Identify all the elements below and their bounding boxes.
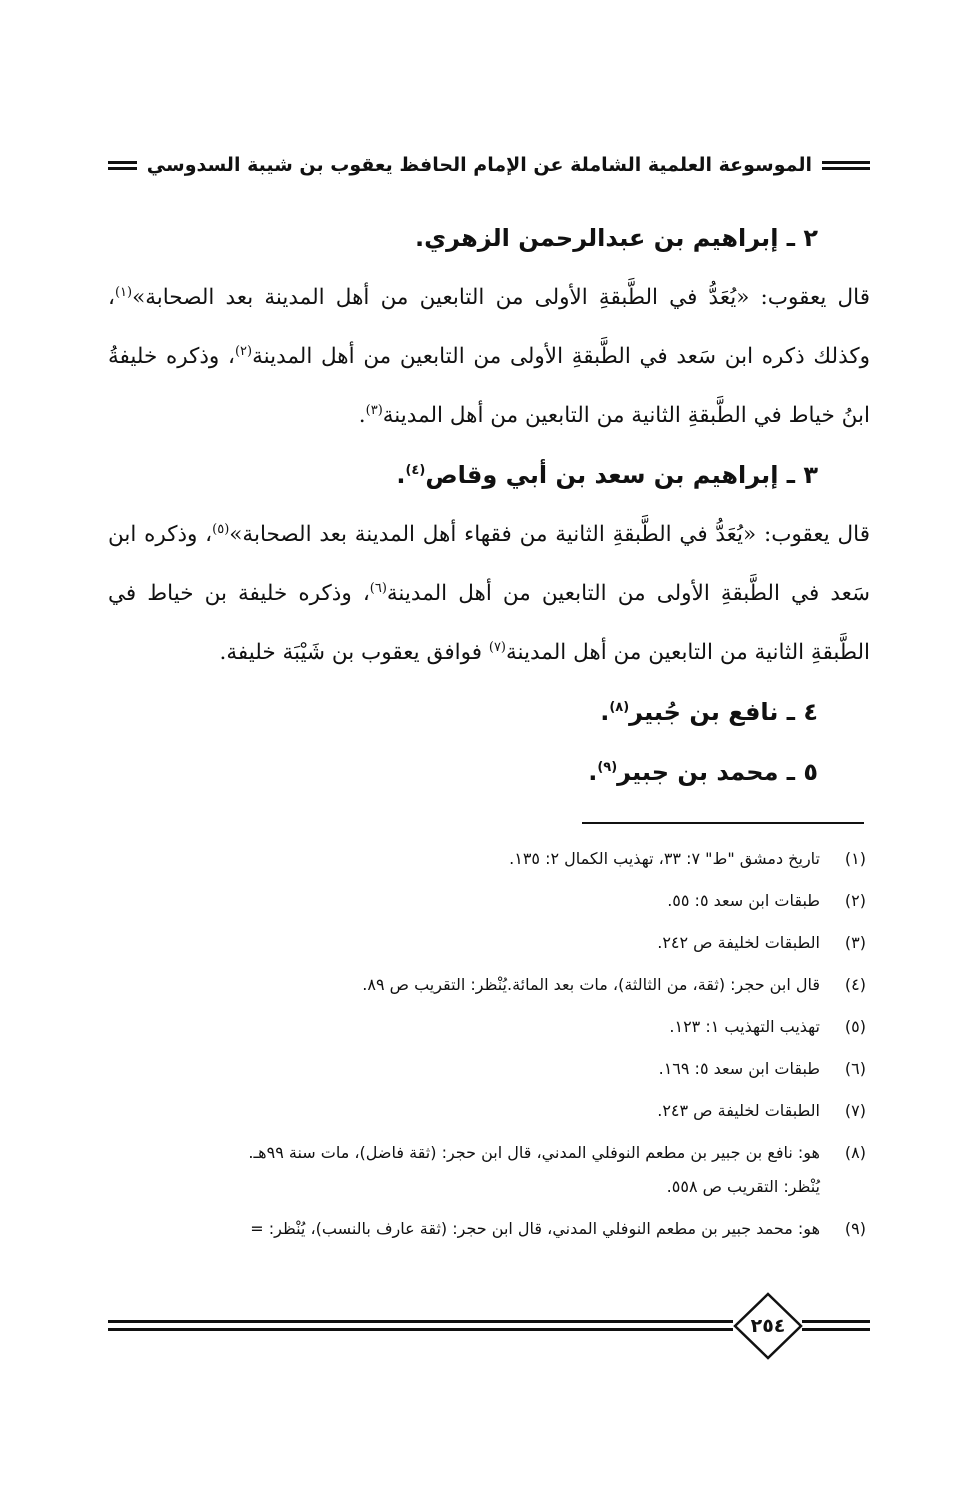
footnote-text: طبقات ابن سعد ٥: ٥٥. <box>667 891 820 910</box>
entry-heading-3: ٣ ـ إبراهيم بن سعد بن أبي وقاص$^{(٤)}$. <box>396 461 818 489</box>
footnote-item <box>108 1142 870 1198</box>
footnote-item <box>108 974 870 996</box>
running-head-title: الموسوعة العلمية الشاملة عن الإمام الحافظ يعقوب بن شيبة السدوسي <box>146 154 812 176</box>
footnote-text: هو: محمد جبير بن مطعم النوفلي المدني، قال ابن حجر: (ثقة عارف بالنسب)، يُنْظر: = <box>250 1219 820 1238</box>
footnote-number: (٣) <box>844 933 866 952</box>
footnote-number: (٦) <box>844 1059 866 1078</box>
footnote-text: قال ابن حجر: (ثقة، من الثالثة)، مات بعد المائة.يُنْظر: التقريب ص ٨٩. <box>362 975 820 994</box>
footnote-number: (٨) <box>844 1143 866 1162</box>
footnote-number: (٥) <box>844 1017 866 1036</box>
footnote-ref-4[interactable]: (٤) <box>405 463 426 478</box>
main-text <box>108 208 870 802</box>
footnote-text-continued: يُنْظر: التقريب ص ٥٥٨. <box>666 1177 820 1196</box>
footnote-item <box>108 1100 870 1122</box>
footnote-text: تاريخ دمشق "ط" ٧: ٣٣، تهذيب الكمال ٢: ١٣٥. <box>509 849 820 868</box>
footnote-ref-8[interactable]: (٨) <box>609 700 630 715</box>
footnote-item <box>108 932 870 954</box>
footnote-ref-2[interactable]: (٢) <box>234 343 253 359</box>
footnote-ref-1[interactable]: (١) <box>114 284 133 300</box>
footnotes <box>108 848 870 1260</box>
footer-rule-left <box>108 1320 733 1331</box>
footnote-item <box>108 1058 870 1080</box>
footnote-text: الطبقات لخليفة ص ٢٤٣. <box>657 1101 820 1120</box>
header-rule-right <box>822 161 870 170</box>
footnote-separator <box>582 822 864 824</box>
entry-heading-4: ٤ ـ نافع بن جُبير$^{(٨)}$. <box>600 698 818 726</box>
entry-paragraph-2: قال يعقوب: «يُعَدُّ في الطَّبقةِ الأولى من التابعين من أهل المدينة بعد الصحابة»$^{(١)}$، وكذلك ذكره ابن سَعد في الطَّبقةِ الأولى من التابعين من أهل المدينة$^{(٢)}$، وذكره خليفةُ ابنُ خياط في الطَّبقةِ الثانية من التابعين من أهل المدينة$^{(٣)}$. <box>108 284 870 428</box>
page-footer <box>108 1292 870 1362</box>
footnote-text: تهذيب التهذيب ١: ١٢٣. <box>669 1017 820 1036</box>
footnote-item <box>108 848 870 870</box>
footnote-ref-7[interactable]: (٧) <box>488 639 506 655</box>
footnote-item <box>108 890 870 912</box>
footnote-ref-3[interactable]: (٣) <box>365 402 383 418</box>
entry-paragraph-3: قال يعقوب: «يُعَدُّ في الطَّبقةِ الثانية من فقهاء أهل المدينة بعد الصحابة»$^{(٥)}$، وذكره ابن سَعد في الطَّبقةِ الأولى من التابعين من أهل المدينة$^{(٦)}$، وذكره خليفة بن خياط في الطَّبقةِ الثانية من التابعين من أهل المدينة$^{(٧)}$ فوافق يعقوب بن شَيْبَة خليفة. <box>108 521 870 665</box>
footnote-item <box>108 1016 870 1038</box>
footnote-ref-5[interactable]: (٥) <box>212 521 230 537</box>
running-head <box>108 145 870 185</box>
footnote-number: (٧) <box>844 1101 866 1120</box>
header-rule-left <box>108 161 137 170</box>
footnote-number: (٩) <box>844 1219 866 1238</box>
footer-rule-right <box>802 1320 870 1331</box>
footnote-text: طبقات ابن سعد ٥: ١٦٩. <box>658 1059 820 1078</box>
footnote-ref-6[interactable]: (٦) <box>369 580 387 596</box>
footnote-number: (١) <box>844 849 866 868</box>
footnote-item <box>108 1218 870 1240</box>
entry-heading-5: ٥ ـ محمد بن جبير$^{(٩)}$. <box>588 758 818 786</box>
footnote-number: (٤) <box>844 975 866 994</box>
entry-heading-2: ٢ ـ إبراهيم بن عبدالرحمن الزهري. <box>415 224 818 252</box>
page-number: ٢٥٤ <box>750 1315 786 1337</box>
footnote-text: الطبقات لخليفة ص ٢٤٢. <box>657 933 820 952</box>
footnote-text: هو: نافع بن جبير بن مطعم النوفلي المدني، قال ابن حجر: (ثقة فاضل)، مات سنة ٩٩هـ. يُنْظر: التقريب ص ٥٥٨. <box>108 1142 820 1198</box>
footnote-number: (٢) <box>844 891 866 910</box>
footnote-ref-9[interactable]: (٩) <box>597 760 618 775</box>
